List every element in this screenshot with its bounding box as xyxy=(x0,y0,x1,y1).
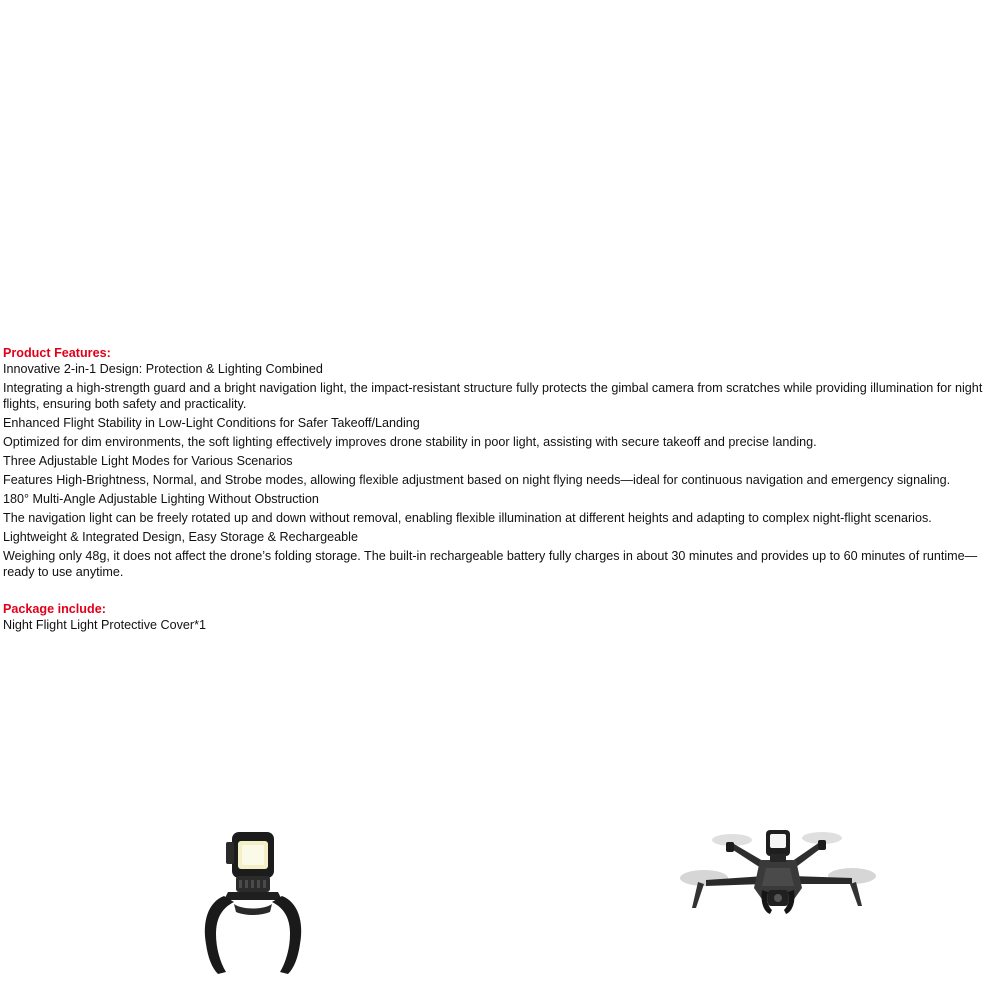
feature-line-3: Enhanced Flight Stability in Low-Light Conditions for Safer Takeoff/Landing xyxy=(3,416,420,430)
motor-front-right xyxy=(818,840,826,850)
drone-with-light-photo xyxy=(676,824,878,916)
guard-top-bracket xyxy=(224,892,282,900)
feature-line-4: Optimized for dim environments, the soft lighting effectively improves drone stability in poor light, assisting with secure takeoff and precise landing. xyxy=(3,435,817,449)
motor-front-left xyxy=(726,842,734,852)
guard-left-arm xyxy=(205,896,234,974)
product-description xyxy=(3,345,1000,636)
leg-rear-left xyxy=(692,882,704,908)
product-features-heading: Product Features: xyxy=(3,346,111,360)
navigation-light-mount xyxy=(770,854,786,862)
package-item-1: Night Flight Light Protective Cover*1 xyxy=(3,618,206,632)
feature-line-6: Features High-Brightness, Normal, and Strobe modes, allowing flexible adjustment based on night flying needs—ideal for continuous navigation and emergency signaling. xyxy=(3,473,951,487)
lamp-side-button xyxy=(226,842,234,864)
feature-line-1: Innovative 2-in-1 Design: Protection & Lighting Combined xyxy=(3,362,323,376)
product-light-guard-photo xyxy=(198,826,306,978)
guard-right-arm xyxy=(272,896,301,974)
feature-line-2: Integrating a high-strength guard and a bright navigation light, the impact-resistant structure fully protects the gimbal camera from scratches while providing illumination for night flights, ensuring both safety and practicality. xyxy=(3,381,983,411)
drone-illustration xyxy=(676,824,878,916)
feature-line-7: 180° Multi-Angle Adjustable Lighting Without Obstruction xyxy=(3,492,319,506)
navigation-light-lens xyxy=(770,834,786,848)
leg-rear-right xyxy=(850,882,862,906)
feature-line-10: Weighing only 48g, it does not affect the drone’s folding storage. The built-in rechargeable battery fully charges in about 30 minutes and provides up to 60 minutes of runtime—ready to use anytime. xyxy=(3,549,978,579)
lamp-led-glow xyxy=(242,845,264,865)
section-spacer xyxy=(3,583,1000,601)
package-include-heading: Package include: xyxy=(3,602,106,616)
camera-lens xyxy=(774,894,782,902)
feature-line-5: Three Adjustable Light Modes for Various Scenarios xyxy=(3,454,293,468)
feature-line-8: The navigation light can be freely rotated up and down without removal, enabling flexible illumination at different heights and adapting to complex night-flight scenarios. xyxy=(3,511,932,525)
drone-body-top xyxy=(762,868,794,886)
feature-line-9: Lightweight & Integrated Design, Easy Storage & Rechargeable xyxy=(3,530,358,544)
light-guard-illustration xyxy=(198,826,306,978)
guard-inner-rim xyxy=(234,904,272,915)
